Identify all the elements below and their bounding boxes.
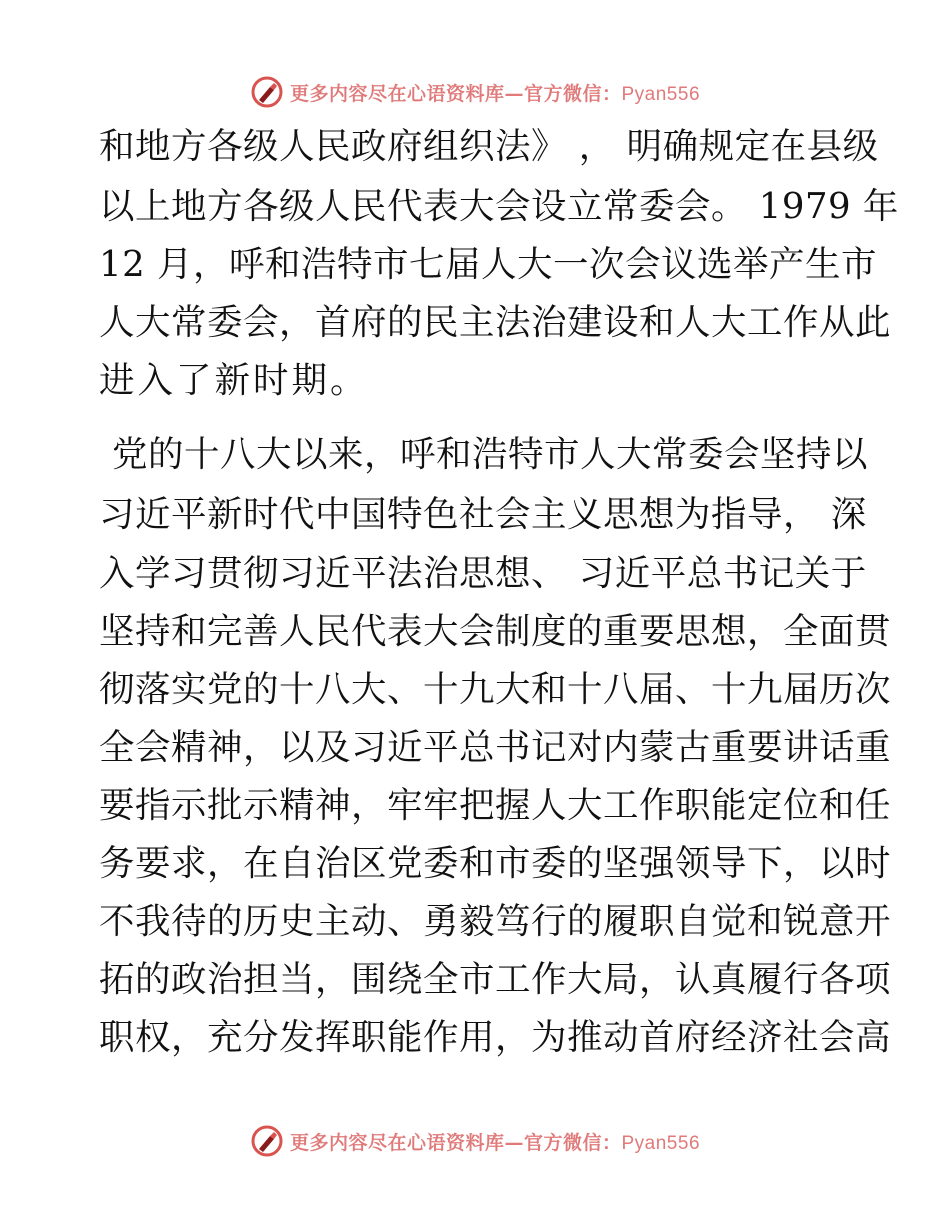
- text-line: 习近平新时代中国特色社会主义思想为指导， 深: [99, 494, 867, 535]
- text-line: 人大常委会，首府的民主法治建设和人大工作从此: [99, 302, 892, 343]
- text-line: 拓的政治担当，围绕全市工作大局，认真履行各项: [99, 959, 892, 1000]
- watermark-text: 更多内容尽在心语资料库—官方微信：Pyan556: [289, 82, 701, 105]
- text-line: 务要求，在自治区党委和市委的坚强领导下，以时: [99, 843, 892, 884]
- wechat-id: Pyan556: [621, 83, 701, 105]
- text-line: 党的十八大以来，呼和浩特市人大常委会坚持以: [112, 434, 869, 475]
- text-line: 不我待的历史主动、勇毅笃行的履职自觉和锐意开: [99, 901, 892, 942]
- watermark-text: 更多内容尽在心语资料库—官方微信：Pyan556: [289, 1131, 701, 1154]
- pen-circle-logo-icon: [250, 1124, 284, 1158]
- text-line: 彻落实党的十八大、十九大和十八届、十九届历次: [99, 669, 892, 710]
- text-line: 以上地方各级人民代表大会设立常委会。 1979 年: [99, 186, 899, 227]
- text-line: 和地方各级人民政府组织法》 ， 明确规定在县级: [99, 126, 879, 167]
- text-line: 12 月，呼和浩特市七届人大一次会议选举产生市: [99, 244, 877, 285]
- text-line: 职权，充分发挥职能作用，为推动首府经济社会高: [99, 1017, 892, 1058]
- pen-circle-logo-icon: [250, 75, 284, 109]
- footer-watermark: [0, 1121, 950, 1161]
- text-line: 入学习贯彻习近平法治思想、 习近平总书记关于: [99, 553, 867, 594]
- text-line: 全会精神，以及习近平总书记对内蒙古重要讲话重: [99, 727, 892, 768]
- wechat-id: Pyan556: [621, 1132, 701, 1154]
- text-line: 进入了新时期。: [99, 360, 369, 401]
- text-line: 要指示批示精神，牢牢把握人大工作职能定位和任: [99, 785, 892, 826]
- header-watermark: [0, 72, 950, 112]
- text-line: 坚持和完善人民代表大会制度的重要思想，全面贯: [99, 611, 892, 652]
